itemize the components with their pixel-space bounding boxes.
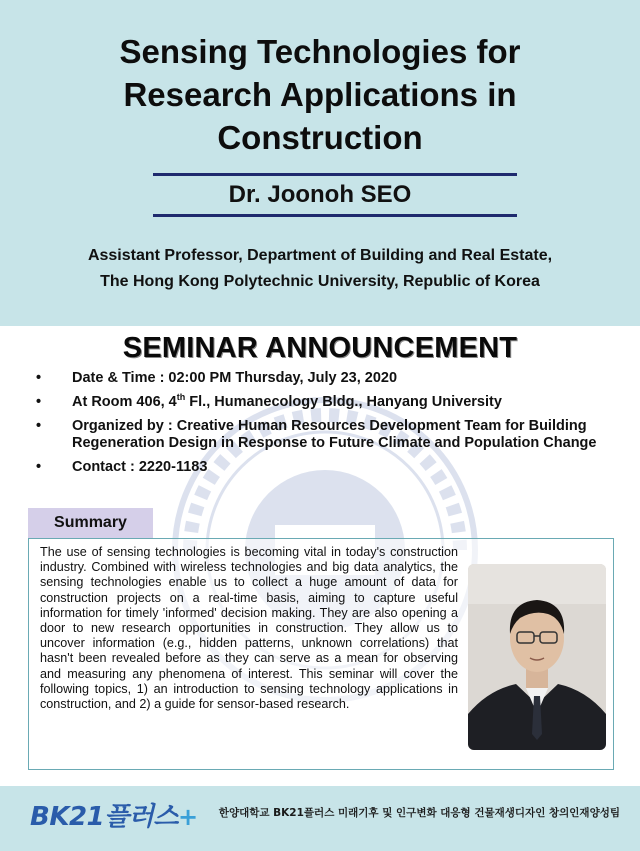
detail-organizer: • Organized by : Creative Human Resources Development Team for Building Regeneration Design in Response to Future Climate and Population Change (36, 418, 597, 451)
title-line-3: Construction (217, 119, 423, 156)
summary-heading: Summary (28, 508, 153, 538)
speaker-portrait-icon (468, 564, 606, 750)
title-line-2: Research Applications in (123, 76, 517, 113)
summary-text: The use of sensing technologies is becoming vital in today's construction industry. Combined with wireless technologies and big data analytics, the sensing technologies enable us to collect a huge amount of data for construction projects on a real-time basis, aiming to capture useful information for timely 'informed' decision making. They are also opening a door to new research opportunities in construction. They allow us to uncover information (e.g., hidden patterns, unknown correlations) that hasn't been revealed before as they can serve as a mean for observing and measuring any phenomena of interest. This seminar will cover the following topics, 1) an introduction to sensing technology applications in construction, and 2) a guide for sensor-based research. (40, 545, 458, 712)
bk21-logo: BK21플러스+ (30, 802, 198, 832)
speaker-affiliation (10, 243, 630, 295)
seminar-title (20, 30, 620, 159)
detail-room: • At Room 406, 4th Fl., Humanecology Bldg., Hanyang University (36, 392, 502, 410)
footer-organization: 한양대학교 BK21플러스 미래기후 및 인구변화 대응형 건물재생디자인 창의인재양성팀 (218, 807, 620, 819)
bullet-icon: • (36, 370, 42, 386)
bullet-icon: • (36, 394, 42, 410)
speaker-name: Dr. Joonoh SEO (228, 181, 412, 208)
detail-contact: • Contact : 2220-1183 (36, 459, 208, 475)
title-line-1: Sensing Technologies for (119, 33, 521, 70)
affiliation-line-1: Assistant Professor, Department of Building and Real Estate, (87, 247, 553, 264)
bullet-icon: • (36, 418, 42, 434)
event-details (36, 370, 616, 483)
divider-top (153, 173, 517, 176)
divider-bottom (153, 214, 517, 217)
detail-datetime: • Date & Time : 02:00 PM Thursday, July 23, 2020 (36, 370, 398, 386)
bullet-icon: • (36, 459, 42, 475)
affiliation-line-2: The Hong Kong Polytechnic University, Republic of Korea (100, 273, 540, 290)
announcement-heading: SEMINAR ANNOUNCEMENT (122, 332, 518, 364)
